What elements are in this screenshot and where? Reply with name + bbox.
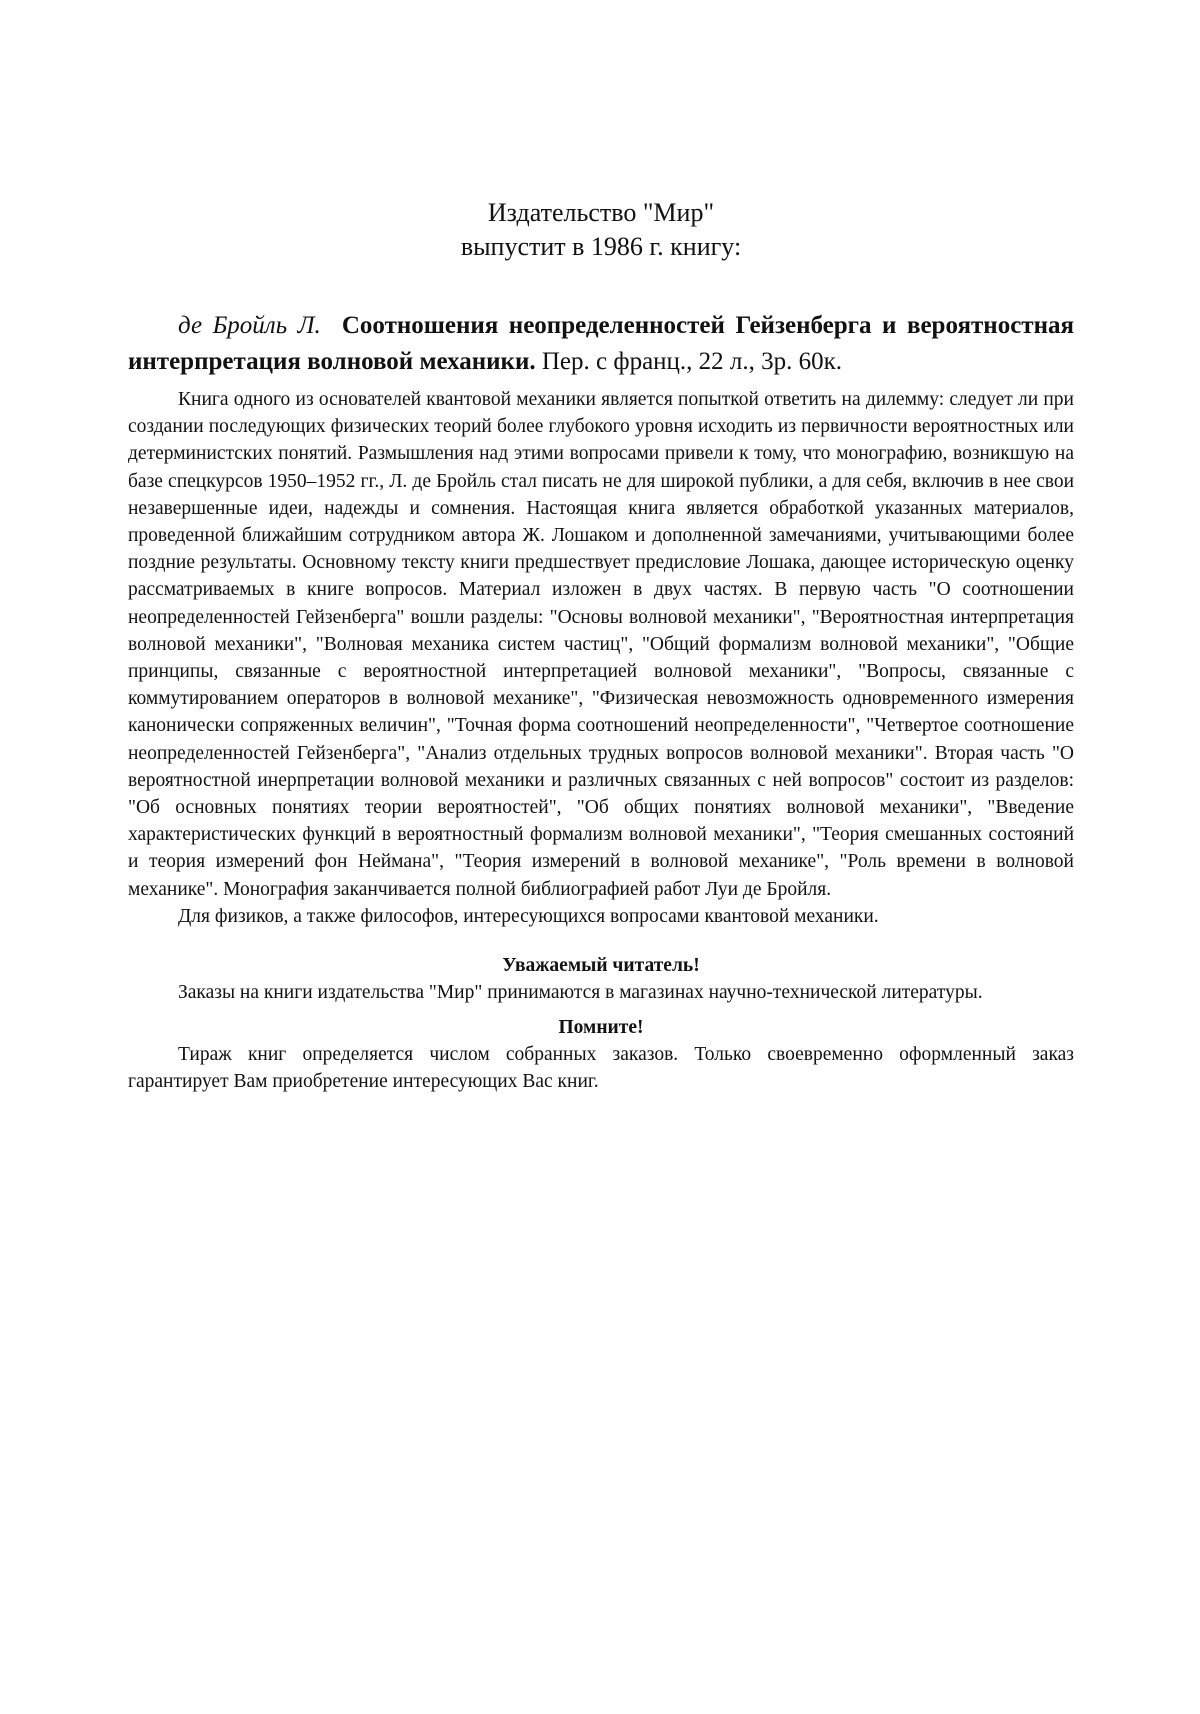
notice-heading-reader: Уважаемый читатель! [128, 952, 1074, 979]
announcement-line-2: выпустит в 1986 г. книгу: [128, 230, 1074, 264]
notice-text-orders: Заказы на книги издательства "Мир" принимаются в магазинах научно-технической литературы. [128, 979, 1074, 1006]
announcement-line-1: Издательство "Мир" [128, 196, 1074, 230]
document-page [0, 0, 1200, 1714]
book-title: Соотношения неопределенностей Гейзенберга и вероятностная интерпретация волновой механики. [128, 312, 1074, 375]
book-author: де Бройль Л. [178, 312, 321, 339]
book-description: Книга одного из основателей квантовой механики является попыткой ответить на дилемму: следует ли при создании последующих физических теорий более глубокого уровня исходить из первичности вероятностных или детерминистских понятий. Размышления над этими вопросами привели к тому, что монографию, возникшую на базе спецкурсов 1950–1952 гг., Л. де Бройль стал писать не для широкой публики, а для себя, включив в нее свои незавершенные идеи, надежды и сомнения. Настоящая книга является обработкой указанных материалов, проведенной ближайшим сотрудником автора Ж. Лошаком и дополненной замечаниями, учитывающими более поздние результаты. Основному тексту книги предшествует предисловие Лошака, дающее историческую оценку рассматриваемых в книге вопросов. Материал изложен в двух частях. В первую часть "О соотношении неопределенностей Гейзенберга" вошли разделы: "Основы волновой механики", "Вероятностная интерпретация волновой механики", "Волновая механика систем частиц", "Общий формализм волновой механики", "Общие принципы, связанные с вероятностной интерпретацией волновой механики", "Вопросы, связанные с коммутированием операторов в волновой механике", "Физическая невозможность одновременного измерения канонически сопряженных величин", "Точная форма соотношений неопределенности", "Четвертое соотношение неопределенностей Гейзенберга", "Анализ отдельных трудных вопросов волновой механики". Вторая часть "О вероятностной инерпретации волновой механики и различных связанных с ней вопросов" состоит из разделов: "Об основных понятиях теории вероятностей", "Об общих понятиях волновой механики", "Введение характеристических функций в вероятностный формализм волновой механики", "Теория смешанных состояний и теория измерений фон Неймана", "Теория измерений в волновой механике", "Роль времени в волновой механике". Монография заканчивается полной библиографией работ Луи де Бройля. [128, 386, 1074, 903]
notice-text-circulation: Тираж книг определяется числом собранных заказов. Только своевременно оформленный заказ гарантирует Вам приобретение интересующих Вас книг. [128, 1041, 1074, 1095]
target-audience: Для физиков, а также философов, интересующихся вопросами квантовой механики. [128, 903, 1074, 930]
text-column [128, 196, 1074, 1096]
publisher-announcement [128, 196, 1074, 264]
book-entry [128, 308, 1074, 380]
notice-heading-remember: Помните! [128, 1014, 1074, 1041]
book-details: Пер. с франц., 22 л., 3р. 60к. [542, 348, 842, 375]
